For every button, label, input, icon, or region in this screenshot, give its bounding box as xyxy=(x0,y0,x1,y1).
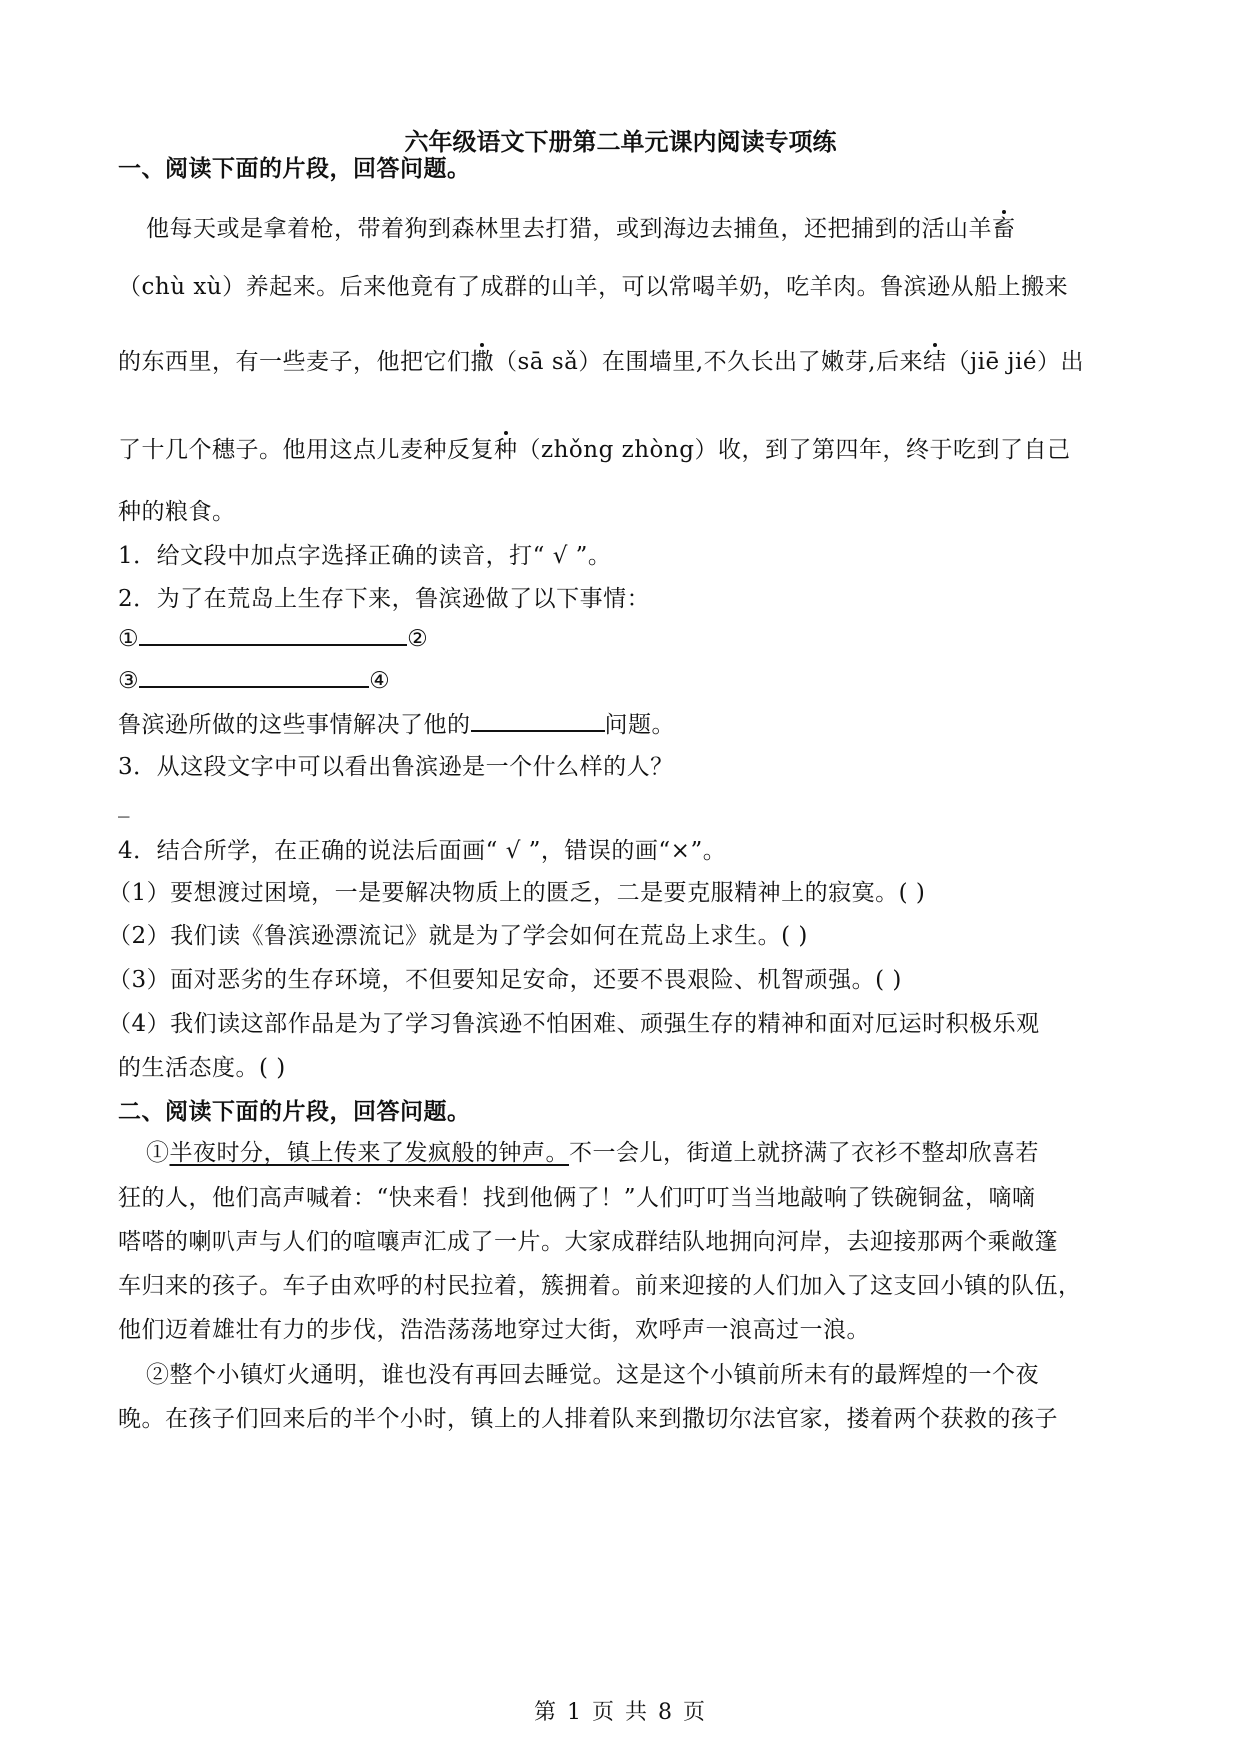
section1-heading: 一、阅读下面的片段，回答问题。 xyxy=(118,156,471,182)
passage1-line-1: 他每天或是拿着枪，带着狗到森林里去打猎，或到海边去捕鱼，还把捕到的活山羊畜 xyxy=(146,216,1016,242)
answer-row-2: ③ ④ xyxy=(118,664,390,694)
passage2-line-4: 车归来的孩子。车子由欢呼的村民拉着，簇拥着。前来迎接的人们加入了这支回小镇的队伍， xyxy=(118,1273,1082,1299)
passage1-line-4: 了十几个穗子。他用这点儿麦种反复种（zhǒng zhòng）收，到了第四年，终于吃到了自己 xyxy=(118,437,1071,463)
answer-blank-1[interactable] xyxy=(139,622,407,646)
question-4-item-3: （3）面对恶劣的生存环境，不但要知足安命，还要不畏艰险、机智顽强。( ) xyxy=(108,967,902,993)
passage1-line-3: 的东西里，有一些麦子，他把它们撒（sā sǎ）在围墙里,不久长出了嫩芽,后来结（jiē jié）出 xyxy=(118,349,1084,375)
section2-heading: 二、阅读下面的片段，回答问题。 xyxy=(118,1099,471,1125)
passage2-line-7: 晚。在孩子们回来后的半个小时，镇上的人排着队来到撒切尔法官家，搂着两个获救的孩子 xyxy=(118,1406,1058,1432)
dotted-char: 种 xyxy=(494,437,518,463)
answer-blank-3[interactable] xyxy=(139,664,369,688)
passage2-line-5: 他们迈着雄壮有力的步伐，浩浩荡荡地穿过大街，欢呼声一浪高过一浪。 xyxy=(118,1317,870,1343)
dotted-char: 撒 xyxy=(470,349,494,375)
question-3-blank[interactable]: _ xyxy=(118,792,130,818)
passage1-line-5: 种的粮食。 xyxy=(118,499,236,525)
page-title: 六年级语文下册第二单元课内阅读专项练 xyxy=(404,128,837,156)
passage2-line-2: 狂的人，他们高声喊着：“快来看！找到他俩了！”人们叮叮当当地敲响了铁碗铜盆，嘀嘀 xyxy=(118,1185,1036,1211)
passage2-line-1: ①半夜时分，镇上传来了发疯般的钟声。不一会儿，街道上就挤满了衣衫不整却欣喜若 xyxy=(146,1140,1039,1166)
underlined-sentence: 半夜时分，镇上传来了发疯般的钟声。 xyxy=(169,1140,569,1166)
page-footer: 第 1 页 共 8 页 xyxy=(534,1700,707,1725)
question-2: 2．为了在荒岛上生存下来，鲁滨逊做了以下事情： xyxy=(118,586,651,612)
passage2-line-3: 嗒嗒的喇叭声与人们的喧嚷声汇成了一片。大家成群结队地拥向河岸，去迎接那两个乘敞篷 xyxy=(118,1229,1058,1255)
question-2b: 鲁滨逊所做的这些事情解决了他的 问题。 xyxy=(118,706,675,739)
question-3: 3．从这段文字中可以看出鲁滨逊是一个什么样的人？ xyxy=(118,754,674,780)
question-4: 4．结合所学，在正确的说法后面画“ √ ”，错误的画“×”。 xyxy=(118,838,727,864)
dotted-char: 畜 xyxy=(992,216,1016,242)
dotted-char: 结 xyxy=(922,349,947,375)
answer-blank-problem[interactable] xyxy=(471,708,605,732)
passage2-line-6: ②整个小镇灯火通明，谁也没有再回去睡觉。这是这个小镇前所未有的最辉煌的一个夜 xyxy=(146,1362,1039,1388)
passage1-line-2: （chù xù）养起来。后来他竟有了成群的山羊，可以常喝羊奶，吃羊肉。鲁滨逊从船上搬来 xyxy=(118,274,1069,300)
question-4-item-4-cont: 的生活态度。( ) xyxy=(118,1055,286,1081)
answer-row-1: ① ② xyxy=(118,622,428,652)
question-4-item-2: （2）我们读《鲁滨逊漂流记》就是为了学会如何在荒岛上求生。( ) xyxy=(108,923,808,949)
question-1: 1．给文段中加点字选择正确的读音，打“ √ ”。 xyxy=(118,543,612,569)
question-4-item-1: （1）要想渡过困境，一是要解决物质上的匮乏，二是要克服精神上的寂寞。( ) xyxy=(108,880,926,906)
question-4-item-4: （4）我们读这部作品是为了学习鲁滨逊不怕困难、顽强生存的精神和面对厄运时积极乐观 xyxy=(108,1011,1040,1037)
